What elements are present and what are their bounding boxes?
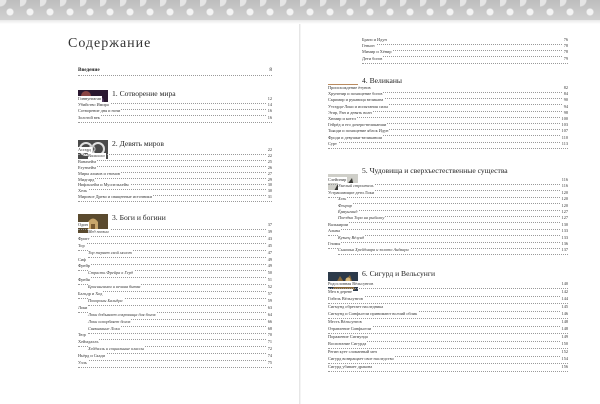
entry-page-number: 113 [561,140,568,146]
entry-label: Воспитание Сигурда [328,341,367,346]
entry-page-number: 120 [561,196,568,202]
entry-page-number: 156 [561,363,568,369]
entry-label: Фригг [78,235,90,241]
entry-page-number: 26 [267,164,272,170]
entry-label: Хрунгнир и похищение богов [328,91,383,97]
entry-label: Регин кует сломанный меч [328,348,377,354]
entry-label: Похороны Бальдра [88,297,123,303]
entry-label: Хель [338,196,347,202]
entry-page-number: 144 [561,296,568,301]
entry-page-number: 120 [561,202,568,208]
entry-label: Фроди и девушки-великанши [328,134,382,140]
entry-label: Валхалла [88,152,105,158]
entry-label: Хеймдалль [78,339,99,345]
entry-label: Сиф [78,256,86,262]
entry-label: Умелый строитель [338,183,374,189]
entry-page-number: 140 [561,281,568,286]
entry-label: Кузнец Вёлунд [338,234,365,240]
entry-page-number: 30 [267,182,272,188]
entry-label: Гевьон [362,43,375,49]
entry-label: Сотворение дня и ночи [78,108,121,114]
toc-entry[interactable] [78,115,272,123]
entry-label: Фрейя [78,277,90,283]
entry-label: Сигурд убивает дракона [328,363,373,369]
entry-page-number: 100 [561,116,568,121]
entry-label: Мимир и Хёнир [362,49,392,55]
entry-page-number: 127 [561,209,568,214]
entry-label: Эгир, Ран и девять волн [328,109,372,115]
entry-page-number: 110 [561,134,568,140]
entry-label: Мед поэзии [88,228,109,234]
entry-label: Браги и Идун [362,37,387,42]
entry-page-number: 70 [267,332,272,338]
chapter-title[interactable]: 1. Сотворение мира [112,89,176,98]
toc-entry[interactable] [328,141,568,149]
entry-page-number: 39 [267,228,272,234]
entry-page-number: 71 [267,339,272,345]
entry-label: Асгард [78,147,91,152]
entry-page-number: 130 [561,221,568,227]
entry-page-number: 75 [267,360,272,365]
entry-label: Хюмир и котел [328,116,356,121]
entry-page-number: 74 [267,353,272,359]
entry-page-number: 63 [267,304,272,310]
entry-label: Гейрёд и его дочери-великанши [328,122,387,128]
entry-page-number: 150 [561,341,568,346]
entry-label: Гибель Вёльсунгов [328,296,363,301]
entry-label: Убийство Имира [78,102,109,108]
entry-label: Меч в дереве [328,288,352,294]
entry-page-number: 66 [267,318,272,324]
entry-page-number: 94 [563,103,568,109]
entry-page-number: 137 [561,247,568,253]
entry-page-number: 16 [267,114,272,120]
entry-page-number: 116 [561,177,568,182]
entry-page-number: 146 [561,311,568,316]
entry-page-number: 142 [561,288,568,294]
entry-page-number: 59 [267,297,272,303]
entry-page-number: 103 [561,122,568,128]
entry-label: Мидгард [78,176,95,182]
entry-page-number: 152 [561,348,568,354]
entry-page-number: 136 [561,241,568,246]
intro-label: Введение [78,67,100,73]
entry-label: Ньёрд и Скади [78,353,105,359]
entry-page-number: 57 [267,291,272,296]
entry-page-number: 133 [561,228,568,234]
entry-page-number: 116 [561,183,568,189]
entry-label: Сурт [328,140,337,146]
toc-subentry[interactable] [338,247,568,255]
entry-page-number: 90 [563,97,568,103]
entry-label: Валькирии [328,221,349,227]
entry-label: Бальдр и Ход [78,291,103,296]
entry-page-number: 22 [267,152,272,158]
entry-page-number: 14 [267,102,272,108]
entry-label: Один [78,222,88,227]
entry-label: Страсть Фрейра к Герд [88,270,133,276]
ornamental-header-band [0,0,600,24]
entry-label: Сигмунд и Синфьотли принимают волчий облик [328,311,418,316]
entry-page-number: 31 [267,194,272,200]
entry-label: Поражение Сигмунда [328,333,368,339]
entry-label: Альвы [328,228,341,234]
entry-page-number: 29 [267,176,272,182]
entry-label: Сыновья Хрейдмара и золото Андвари [338,247,409,253]
entry-page-number: 154 [561,356,568,361]
toc-entry[interactable] [78,194,272,202]
entry-label: Миры альвов и гномов [78,170,120,176]
intro-page: 8 [269,67,272,73]
entry-page-number: 25 [267,158,272,164]
entry-page-number: 76 [563,37,568,42]
entry-page-number: 49 [267,256,272,262]
entry-page-number: 50 [267,270,272,276]
entry-label: Локи [78,304,88,310]
entry-page-number: 127 [561,215,568,221]
intro-entry[interactable] [78,67,272,76]
entry-label: Золотой век [78,114,100,120]
entry-page-number: 68 [267,325,272,331]
entry-page-number: 52 [267,284,272,290]
chapter-title[interactable]: 3. Боги и богини [112,213,166,222]
toc-entry[interactable] [328,364,568,372]
entry-label: Связывание Локи [88,325,120,331]
entry-label: Локи оскорбляет богов [88,318,131,324]
entry-page-number: 82 [563,85,568,90]
entry-label: Етунхейм [78,164,96,170]
entry-page-number: 78 [563,43,568,49]
book-spine [299,24,301,404]
entry-page-number: 148 [561,326,568,331]
entry-label: Слейпнир [328,177,347,182]
entry-page-number: 107 [561,128,568,134]
entry-page-number: 133 [561,234,568,240]
entry-label: Ёрмунганд [338,209,358,214]
entry-page-number: 43 [267,235,272,241]
entry-page-number: 51 [267,277,272,283]
entry-label: Фрейр [78,263,90,269]
entry-label: Гномы [328,241,341,246]
entry-page-number: 98 [563,109,568,115]
entry-page-number: 64 [267,311,272,317]
entry-label: Отравление Синфьотли [328,326,372,331]
entry-label: Тор теряет свой молот [88,249,132,255]
chapter-title[interactable]: 5. Чудовища и сверхъестественные существа [362,166,508,175]
entry-label: Мировое Древо и священные источники [78,194,152,200]
entry-page-number: 149 [561,333,568,339]
entry-page-number: 45 [267,242,272,248]
entry-page-number: 22 [267,147,272,152]
entry-label: Дети богов [362,55,383,61]
page-title: Содержание [68,36,152,51]
entry-label: Гиннунгагап [78,96,102,101]
entry-label: Сигурд возвращает свое наследство [328,356,394,361]
entry-label: Локи добывает сокровища для богов [88,311,156,317]
entry-label: Месть Вёльсунгов [328,318,362,324]
entry-label: Устрашающие дети Локи [328,189,375,195]
entry-page-number: 84 [563,91,568,97]
entry-label: Брисингамен и вечная битва [88,284,141,290]
entry-label: Утгарда-Локи и испытания силы [328,103,389,109]
entry-page-number: 49 [267,263,272,269]
toc-entry[interactable] [78,360,272,368]
entry-page-number: 145 [561,303,568,309]
chapter-title[interactable]: 2. Девять миров [112,139,164,148]
entry-page-number: 27 [267,170,272,176]
entry-page-number: 37 [267,222,272,227]
chapter-title[interactable]: 4. Великаны [362,76,402,85]
entry-label: Тьяцци и похищение яблок Идун [328,128,389,134]
entry-label: Фенрир [338,202,352,208]
entry-page-number: 47 [267,249,272,255]
entry-page-number: 72 [267,346,272,352]
entry-label: Хейдалль и социальные классы [88,346,145,352]
entry-label: Скримир и рукавица великана [328,97,384,103]
entry-page-number: 148 [561,318,568,324]
entry-label: Улль [78,360,87,365]
entry-label: Тюр [78,332,86,338]
entry-page-number: 30 [267,188,272,194]
entry-label: Ванахейм [78,158,96,164]
entry-page-number: 16 [267,108,272,114]
entry-label: Поездка Тора на рыбалку [338,215,385,221]
entry-page-number: 79 [563,55,568,61]
entry-label: Родословная Вёльсунгов [328,281,374,286]
entry-label: Тор [78,242,85,248]
toc-entry[interactable] [362,56,568,64]
entry-page-number: 78 [563,49,568,55]
entry-page-number: 120 [561,189,568,195]
entry-label: Хель [78,188,88,194]
chapter-title[interactable]: 6. Сигурд и Вельсунги [362,269,436,278]
entry-label: Нифльхейм и Муспельхейм [78,182,129,188]
entry-label: Сигмунд обретает наследника [328,303,384,309]
entry-page-number: 12 [267,96,272,101]
entry-label: Происхождение ётунов [328,85,371,90]
